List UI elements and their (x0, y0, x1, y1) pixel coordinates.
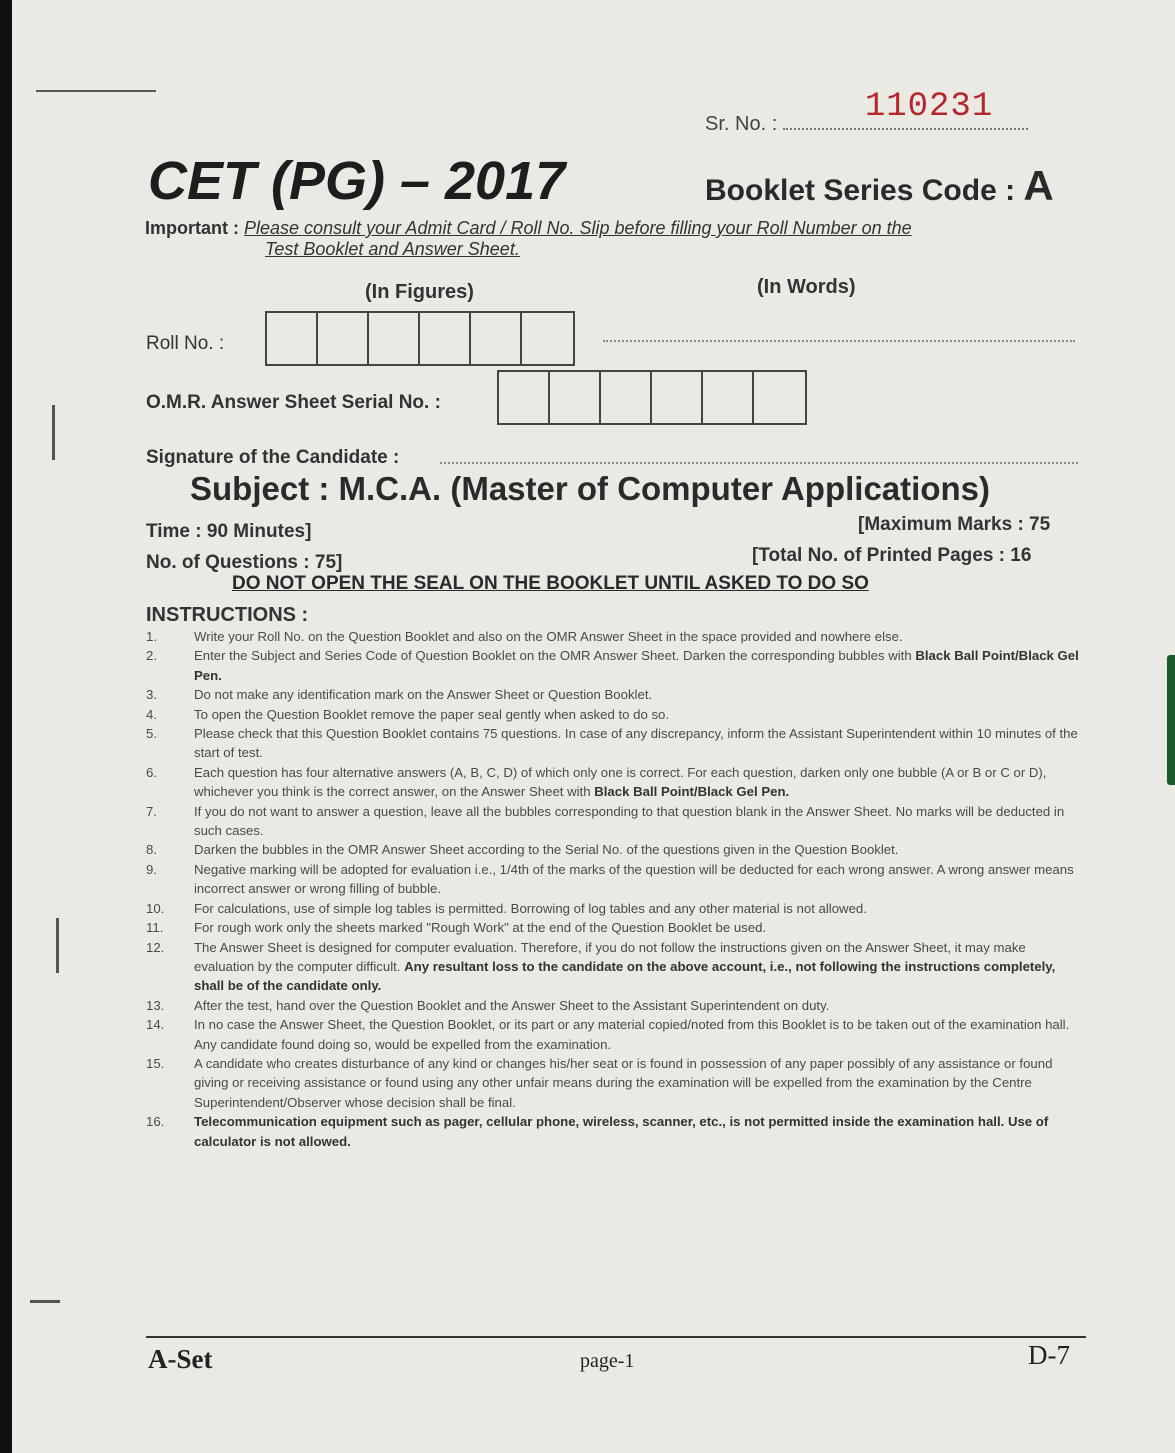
omr-digit-box[interactable] (499, 372, 550, 423)
omr-serial-label: O.M.R. Answer Sheet Serial No. : (146, 392, 441, 413)
in-words-label: (In Words) (757, 276, 856, 298)
max-marks-info: [Maximum Marks : 75 (858, 514, 1051, 535)
roll-digit-box[interactable] (471, 313, 522, 364)
instructions-list (146, 627, 1083, 1151)
instruction-item: 16. Telecommunication equipment such as pager, cellular phone, wireless, scanner, etc., is not permitted inside the examination hall. Use of calculator is not allowed. (146, 1114, 1049, 1149)
num-questions-info: No. of Questions : 75] (146, 552, 343, 573)
important-text-1: Please consult your Admit Card / Roll No. Slip before filling your Roll Number on the (244, 218, 912, 238)
footer-set: A-Set (148, 1344, 213, 1374)
roll-digit-box[interactable] (267, 313, 318, 364)
instruction-item: 4. To open the Question Booklet remove the paper seal gently when asked to do so. (146, 706, 670, 722)
footer-rule (146, 1336, 1086, 1338)
omr-serial-boxes[interactable] (497, 370, 807, 425)
instruction-item: 10. For calculations, use of simple log tables is permitted. Borrowing of log tables and any other material is not allowed. (146, 900, 867, 916)
omr-digit-box[interactable] (703, 372, 754, 423)
roll-digit-box[interactable] (522, 313, 573, 364)
roll-digit-box[interactable] (318, 313, 369, 364)
signature-label: Signature of the Candidate : (146, 447, 400, 468)
important-note (145, 218, 1085, 260)
serial-value: 110231 (864, 88, 994, 126)
roll-digit-box[interactable] (420, 313, 471, 364)
important-label: Important : (145, 218, 239, 238)
serial-line (783, 88, 1028, 130)
seal-warning: DO NOT OPEN THE SEAL ON THE BOOKLET UNTIL ASKED TO DO SO (232, 573, 869, 594)
roll-in-words-line[interactable] (603, 340, 1075, 342)
in-figures-label: (In Figures) (365, 281, 474, 303)
serial-number (705, 88, 1028, 136)
roll-number-label: Roll No. : (146, 333, 225, 354)
printed-pages-info: [Total No. of Printed Pages : 16 (752, 545, 1032, 566)
instruction-item: 8. Darken the bubbles in the OMR Answer Sheet according to the Serial No. of the questions given in the Question Booklet. (146, 842, 899, 858)
footer-code: D-7 (1028, 1340, 1070, 1370)
instruction-item: 9. Negative marking will be adopted for evaluation i.e., 1/4th of the marks of the question will be deducted for each wrong answer. A wrong answer means incorrect answer or wrong filling of bubble. (146, 861, 1074, 897)
omr-digit-box[interactable] (754, 372, 805, 423)
series-code: A (1023, 162, 1054, 209)
roll-number-boxes[interactable] (265, 311, 575, 366)
instructions-heading: INSTRUCTIONS : (146, 604, 309, 626)
footer-page: page-1 (580, 1350, 635, 1372)
instruction-item: 14. In no case the Answer Sheet, the Question Booklet, or its part or any material copied/noted from this Booklet is to be taken out of the examination hall. Any candidate found doing so, would be expelled from the examination. (146, 1017, 1070, 1052)
instruction-item: 1. Write your Roll No. on the Question Booklet and also on the OMR Answer Sheet in the space provided and nowhere else. (146, 629, 903, 644)
booklet-series (705, 162, 1054, 210)
time-info: Time : 90 Minutes] (146, 521, 312, 542)
serial-label: Sr. No. : (705, 113, 778, 135)
instruction-item: 2. Enter the Subject and Series Code of Question Booklet on the OMR Answer Sheet. Darken the corresponding bubbles with Black Ball Point/Black Gel Pen. (146, 648, 1079, 683)
instruction-item: 11. For rough work only the sheets marked "Rough Work" at the end of the Question Booklet be used. (146, 920, 767, 936)
roll-digit-box[interactable] (369, 313, 420, 364)
subject-title: Subject : M.C.A. (Master of Computer Applications) (190, 470, 990, 507)
exam-title: CET (PG) – 2017 (148, 151, 566, 211)
instruction-item: 7. If you do not want to answer a question, leave all the bubbles corresponding to that question blank in the Answer Sheet. No marks will be deducted in such cases. (146, 803, 1065, 839)
omr-digit-box[interactable] (550, 372, 601, 423)
signature-line[interactable] (440, 462, 1078, 464)
series-label: Booklet Series Code : (705, 174, 1016, 207)
instruction-item: 6. Each question has four alternative answers (A, B, C, D) of which only one is correct. For each question, darken only one bubble (A or B or C or D), whichever you think is the correct answer, on the Answer Sheet with Black Ball Point/Black Gel Pen. (146, 764, 1047, 800)
instruction-item: 13. After the test, hand over the Question Booklet and the Answer Sheet to the Assistant Superintendent on duty. (146, 997, 830, 1013)
instruction-item: 3. Do not make any identification mark on the Answer Sheet or Question Booklet. (146, 687, 653, 703)
omr-digit-box[interactable] (601, 372, 652, 423)
omr-digit-box[interactable] (652, 372, 703, 423)
instruction-item: 15. A candidate who creates disturbance of any kind or changes his/her seat or is found in possession of any paper possibly of any assistance or found giving or receiving assistance or found using any other unfair means during the examination will be expelled from the examination by the Centre Superintendent/Observer whose decision shall be final. (146, 1055, 1053, 1110)
instruction-item: 12. The Answer Sheet is designed for computer evaluation. Therefore, if you do not follow the instructions given on the Answer Sheet, it may make evaluation by the computer difficult. Any resultant loss to the candidate on the above account, i.e., not following the instructions completely, shall be of the candidate only. (146, 939, 1056, 994)
instruction-item: 5. Please check that this Question Booklet contains 75 questions. In case of any discrepancy, inform the Assistant Superintendent within 10 minutes of the start of test. (146, 726, 1078, 761)
important-text-2: Test Booklet and Answer Sheet. (265, 239, 520, 259)
